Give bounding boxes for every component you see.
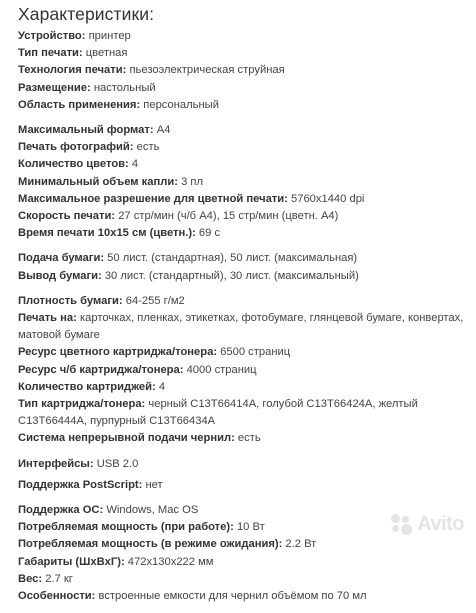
spec-value: есть bbox=[136, 141, 160, 154]
spec-label: Интерфейсы: bbox=[18, 457, 94, 470]
spec-row bbox=[18, 174, 470, 191]
spec-list bbox=[18, 28, 470, 613]
spec-row bbox=[18, 225, 470, 242]
spec-row bbox=[18, 156, 470, 173]
spec-label: Плотность бумаги: bbox=[18, 294, 123, 307]
spec-row bbox=[18, 536, 470, 553]
spec-row bbox=[18, 122, 470, 139]
spec-row bbox=[18, 456, 470, 473]
spec-value: 2.7 кг bbox=[45, 572, 73, 585]
spec-label: Вывод бумаги: bbox=[18, 269, 102, 282]
spec-label: Ресурс цветного картриджа/тонера: bbox=[18, 346, 218, 359]
spec-row bbox=[18, 430, 470, 447]
spec-label: Вес: bbox=[18, 572, 43, 585]
spec-label: Система непрерывной подачи чернил: bbox=[18, 432, 235, 445]
spec-label: Количество картриджей: bbox=[18, 380, 156, 393]
spec-group bbox=[18, 293, 470, 448]
spec-group bbox=[18, 28, 470, 114]
spec-row bbox=[18, 97, 470, 114]
spec-row bbox=[18, 293, 470, 310]
spec-row bbox=[18, 571, 470, 588]
spec-row bbox=[18, 28, 470, 45]
spec-value: есть bbox=[237, 432, 261, 445]
spec-row bbox=[18, 139, 470, 156]
spec-value: 6500 страниц bbox=[220, 346, 291, 359]
spec-value: 30 лист. (стандартный), 30 лист. (максимальный) bbox=[104, 269, 359, 282]
spec-value: 2.2 Вт bbox=[285, 538, 317, 551]
spec-row bbox=[18, 588, 470, 605]
spec-label: Печать фотографий: bbox=[18, 141, 134, 154]
spec-label: Особенности: bbox=[18, 590, 96, 603]
spec-row bbox=[18, 502, 470, 519]
spec-value: нет bbox=[145, 478, 163, 491]
spec-row bbox=[18, 250, 470, 267]
spec-row bbox=[18, 62, 470, 79]
spec-value: 4 bbox=[158, 380, 166, 393]
spec-value: 4 bbox=[131, 158, 139, 171]
spec-row bbox=[18, 310, 470, 344]
spec-value: настольный bbox=[93, 81, 156, 94]
spec-label: Тип картриджа/тонера: bbox=[18, 398, 146, 411]
spec-row bbox=[18, 268, 470, 285]
spec-label: Максимальное разрешение для цветной печати: bbox=[18, 192, 288, 205]
spec-label: Поддержка PostScript: bbox=[18, 478, 143, 491]
spec-label: Подача бумаги: bbox=[18, 252, 105, 265]
spec-value: 4000 страниц bbox=[186, 363, 257, 376]
spec-label: Тип печати: bbox=[18, 47, 83, 60]
spec-value: 472x130x222 мм bbox=[127, 555, 214, 568]
spec-group bbox=[18, 456, 470, 473]
spec-value: 3 пл bbox=[181, 175, 203, 188]
spec-label: Устройство: bbox=[18, 30, 86, 42]
spec-label: Габариты (ШxВxГ): bbox=[18, 555, 125, 568]
spec-value: 50 лист. (стандартная), 50 лист. (максимальная) bbox=[107, 252, 358, 265]
spec-value: черный C13T66414A, голубой C13T66424A, желтый C13T66444A, пурпурный C13T66434A bbox=[18, 398, 418, 428]
spec-row bbox=[18, 554, 470, 571]
spec-label: Ресурс ч/б картриджа/тонера: bbox=[18, 363, 184, 376]
spec-group bbox=[18, 250, 470, 284]
spec-row bbox=[18, 519, 470, 536]
spec-value: цветная bbox=[85, 47, 128, 60]
spec-label: Количество цветов: bbox=[18, 158, 129, 171]
spec-value: карточках, пленках, этикетках, фотобумаге, глянцевой бумаге, конвертах, матовой бумаге bbox=[18, 312, 464, 342]
page-title: Характеристики: bbox=[18, 4, 155, 24]
spec-label: Максимальный формат: bbox=[18, 124, 154, 137]
spec-label: Потребляемая мощность (в режиме ожидания): bbox=[18, 538, 283, 551]
spec-value: встроенные емкости для чернил объёмом по 70 мл bbox=[98, 590, 367, 603]
spec-value: 69 с bbox=[198, 227, 221, 240]
spec-row bbox=[18, 45, 470, 62]
spec-label: Потребляемая мощность (при работе): bbox=[18, 521, 234, 534]
spec-label: Время печати 10x15 см (цветн.): bbox=[18, 227, 196, 240]
spec-label: Поддержка ОС: bbox=[18, 504, 104, 517]
spec-value: 27 стр/мин (ч/б А4), 15 стр/мин (цветн. А4) bbox=[118, 210, 339, 223]
spec-value: пьезоэлектрическая струйная bbox=[129, 64, 285, 77]
spec-value: персональный bbox=[143, 98, 219, 111]
spec-label: Печать на: bbox=[18, 312, 77, 325]
spec-group bbox=[18, 122, 470, 242]
spec-label: Размещение: bbox=[18, 81, 91, 94]
watermark-text: Avito bbox=[417, 513, 464, 535]
spec-group bbox=[18, 477, 470, 494]
spec-row bbox=[18, 191, 470, 208]
spec-group bbox=[18, 502, 470, 605]
spec-value: принтер bbox=[88, 30, 131, 42]
spec-value: 5760x1440 dpi bbox=[291, 192, 365, 205]
spec-row bbox=[18, 80, 470, 97]
spec-row bbox=[18, 344, 470, 361]
spec-value: A4 bbox=[156, 124, 171, 137]
spec-row bbox=[18, 379, 470, 396]
spec-value: USB 2.0 bbox=[96, 457, 139, 470]
spec-row bbox=[18, 208, 470, 225]
spec-label: Технология печати: bbox=[18, 64, 127, 77]
spec-label: Область применения: bbox=[18, 98, 141, 111]
spec-label: Минимальный объем капли: bbox=[18, 175, 178, 188]
spec-row bbox=[18, 477, 470, 494]
spec-value: Windows, Mac OS bbox=[106, 504, 199, 517]
spec-row bbox=[18, 396, 470, 430]
spec-label: Скорость печати: bbox=[18, 210, 116, 223]
spec-value: 64-255 г/м2 bbox=[125, 294, 185, 307]
spec-value: 10 Вт bbox=[236, 521, 265, 534]
spec-row bbox=[18, 362, 470, 379]
